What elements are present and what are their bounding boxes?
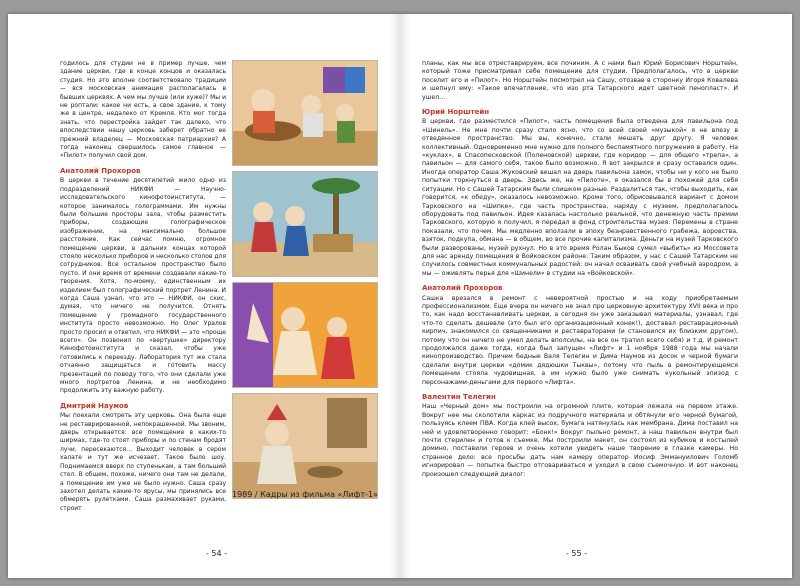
film-frame-2 — [232, 171, 378, 277]
right-section3-paragraph: Наш «Черный дом» мы построили на огромной плите, которая лежала на первом этаже. Вокруг нее мы сколотили каркас из подручного материала и обтянули его черной бумагой, пользуясь клеем ПВА. Когда клей высох, бумага натянулась как мембрана. Дима поставил на ней и удовлетворенно говорит: «Бонк!» Вокруг пыльно ремонт, а наш павильон внутри был почти стерилен и готов к съемке. Мы построили макет, он состоял из кубиков и костылей домино, поставили героев и очень хотели увидеть наше творение в глазке камеры. Но странное дело: все просьбы дать нам камеру оператор Иосиф Эммануилович Голомб игнорировал — попытка быстро отговариваться и уходил в свою съемочную. И вот наконец произошел следующий диалог: — [422, 403, 738, 478]
right-section2-paragraph: Сашка врезался в ремонт с невероятной простью и на ходу приобретаемым профессионализмом. Еще вчера он ничего не знал про церковную архитектуру XVII века и про то, как надо восстанавливать церкви, а сегодня он уже заказывал материалы, узнавал, где что-то сделать дешевле (это был его организационный конек!), доставал реставрационный кирпич, знакомился со священниками и реставраторами (и становился их близким другом), потому что он ничего не умел делать вполсилы, на все он тратил всего себя) и т.д. И ремонт продолжался даже тогда, когда был запущен «Лифт» и 1 ноября 1988 года мы начали кинопроизводство. Причем бедные Валя Телегин и Дима Наумов из досок и черной бумаги сделали внутри церкви «домик дядюшки Тыквы», потому что пыль в ремонтирующемся помещении стояла чудовищная, а им нужно было уже снимать кукольный эпизод с персонажами-деньгами для первого «Лифта». — [422, 294, 738, 386]
left-page — [8, 14, 400, 578]
left-section1-paragraph: В церкви в течение десятилетий жило одно из подразделений НИКФИ — Научно-исследовательского кинофотоинститута, — которое занималось голограммами. Им нужны были большие просторы зала, чтобы разместить приборы, создающие голографическое изображение, на максимально большое расстояние. Как сейчас помню, огромное помещение церкви, в дальних концах которой стояло несколько приборов и несколько столов для сотрудников. Все остальное пространство было пусто. И они время от времени создавали какие-то творения. Хотя, по-моему, единственным их изделием был голографический портрет Ленина. И когда Саша узнал, что это — НИКФИ, он скис, думая, что ничего не получится. Отнять помещение у громадного государственного института просто невозможно. Но Олег Уралов просто просил и ответил, что НИКФИ — это «проще всего». Он позвонил по «вертушке» директору Кинофотоинститута и сказал, чтобы уже готовились к переезду. Лаборатория тут же стала отчаянно защищаться и готовить массу презентаций по поводу того, что они сделали уже много портретов Ленина, и не необходимо продолжить эту важную работу. — [60, 177, 226, 395]
right-section1-paragraph: В церкви, где разместился «Пилот», часть помещения была отведена для павильона под «Шинель». Не мне почти сразу стало ясно, что со всей своей «музыкой» я не влезу в отведенное пространство. Мы вы, конечно, стали мешать друг другу. Я человек коллективный. Одновременно мне нужно для полного беспамятного погружения в работу. На «куклах», в Спасопесковской (Поленовской) церкви, где коридор — для общего «трепа», а павильон — для самого себя, такое было возможно. Я вот закрылся и сразу оставался один. Иногда оператор Саша Жуковский вешал на дверь павильона замок, чтобы ни у кого не было попытки торкнуться в дверь. Здесь же, на «Пилоте», я оказался бы в похожей для себя ситуации. Но с Сашей Татарским были слишком разные. Раздалиться так, чтобы выходить, как говорится, «к обеду», оказалось невозможно. Кроме того, обрисовывался вариант с домом Тарковского на «Шипке», где часть пространства, наряду с музеем, предполагалось оборудовать под павильон. Идея казалась настолько реальной, что денежную часть премии Тарковского, которую я получил, я передал в фонд строительства музея. Перемены в стране показали, что почем. Мы медленно вползали в эпоху безнравственного грабежа, воровства, взяток, подкупа, обмана — в общем, во все прочие капитализма. Деньги на музей Тарковского были разворованы, музей рухнул. Но в это время Ролан Быков сумел «выбить» из Моссовета для нас аренду помещения в Войковском районе. Таким образом, у нас с Сашей Татарским не случилось совместных коммунальных радостей: он начал осваивать свой учебный аэродром, а мы — оживлять перья для «Шинели» в студии на «Войковской». — [422, 118, 738, 277]
left-section2-paragraph: Мы поехали смотреть эту церковь. Она была еще не реставрированной, непокрашенной. Мы звоним, дверь открывается: все помещение в каких-то ширмах, где-то стоят приборы и по стенам бродят лучи, пересекаются… Выходит человек в сером халате и тут же исчезает. Такое было шоу. Поднимаемся вверх по ступенькам, а там больший стол. В общем, похоже, ничего они там не делали, а помещение им уже не было нужно. Саша сразу захотел делать какие-то ярусы, мы принялись все обмерять рулетками. Саша размахивает руками, строит — [60, 412, 226, 512]
left-section-heading-1: Анатолий Прохоров — [60, 166, 141, 175]
film-frame-3 — [232, 282, 378, 388]
right-paragraph-intro: планы, как мы все отреставрируем, все починим. А с нами был Юрий Борисович Норштейн, который тоже присматривал себе помещение для студии. Предполагалось, что в церкви поселит его и «Пилот». Но Норштейн посмотрел на Сашу, отозвав в сторонку Игоря Ковалева и шепнул ему: «Такое впечатление, что изо рта Татарского идет цветной пенопласт». И ушел… — [422, 60, 738, 101]
left-paragraph-intro: годилось для студии не в пример лучше, чем здание церкви, где в конце концов и оказалась студия. Но это вполне соответствовало традиции — вся московская анимация располагалась в бывших церквях. А чем мы лучше (или хуже)? Мы и не роптали: какое ни есть, а свое здание, к тому же в центре, недалеко от Кремля. Кто мог тогда знать, что перестройка зайдет так далеко, что впоследствии нашу церковь заберет обратно ее прежний владелец — Московская патриархия? А тогда наконец свершилось самое главное — «Пилот» получил свой дом. — [60, 60, 226, 160]
right-page-number: - 55 - — [566, 549, 588, 558]
film-frame-4 — [232, 393, 378, 499]
film-frames — [232, 60, 379, 504]
film-frame-1 — [232, 60, 378, 166]
left-text-column — [60, 60, 226, 519]
right-text-column — [422, 60, 738, 485]
right-section-heading-1: Юрий Норштейн — [422, 108, 490, 117]
right-page — [400, 14, 792, 578]
left-page-number: - 54 - — [206, 549, 228, 558]
right-section-heading-3: Валентин Телегин — [422, 393, 496, 402]
right-section-heading-2: Анатолий Прохоров — [422, 284, 503, 293]
left-section-heading-2: Дмитрий Наумов — [60, 401, 129, 410]
frames-caption: 1989 / Кадры из фильма «Лифт-1» — [232, 490, 379, 499]
book-spread — [8, 14, 792, 578]
